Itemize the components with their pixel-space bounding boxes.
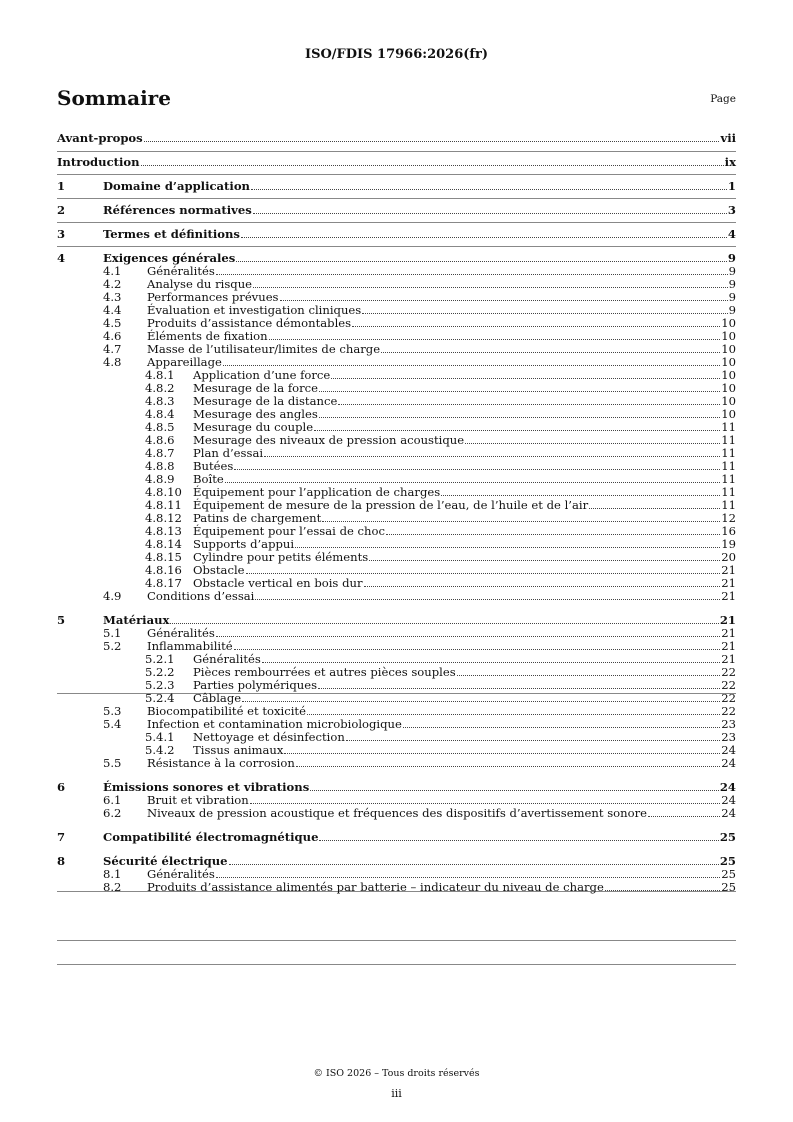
dot-leader [296, 766, 720, 767]
toc-entry-page: 21 [721, 576, 736, 590]
dot-leader [216, 274, 728, 275]
toc-entry-title: Résistance à la corrosion [147, 756, 295, 770]
toc-entry-title: Application d’une force [193, 368, 331, 382]
dot-leader [589, 508, 720, 509]
toc-entry[interactable] [0, 131, 793, 145]
toc-entry-page: 11 [721, 446, 736, 460]
toc-entry-number: 4.5 [103, 316, 122, 330]
toc-entry[interactable] [0, 511, 793, 525]
toc-entry[interactable] [0, 537, 793, 551]
toc-entry-title: Mesurage de la force [193, 381, 319, 395]
toc-entry-number: 2 [57, 203, 66, 217]
toc-entry-title: Tissus animaux [193, 743, 284, 757]
toc-entry-title: Avant-propos [57, 131, 143, 145]
toc-entry-page: 19 [721, 537, 736, 551]
toc-entry-page: 22 [721, 691, 736, 705]
toc-entry-page: 21 [721, 639, 736, 653]
toc-entry-number: 4.7 [103, 342, 122, 356]
toc-entry-title: Équipement pour l’application de charges [193, 485, 441, 499]
dot-leader [216, 877, 720, 878]
dot-leader [318, 688, 720, 689]
toc-entry-title: Produits d’assistance alimentés par batterie – indicateur du niveau de charge [147, 880, 604, 894]
toc-entry[interactable] [0, 459, 793, 473]
toc-entry-title: Inflammabilité [147, 639, 233, 653]
toc-entry[interactable] [0, 743, 793, 757]
toc-entry[interactable] [0, 563, 793, 577]
toc-entry[interactable] [0, 830, 793, 844]
toc-entry-page: 9 [728, 277, 736, 291]
toc-entry-page: 21 [721, 626, 736, 640]
toc-entry[interactable] [0, 329, 793, 343]
toc-entry-page: ix [724, 155, 736, 169]
toc-entry-number: 5.2.2 [145, 665, 175, 679]
toc-entry-title: Émissions sonores et vibrations [103, 780, 310, 794]
toc-entry-title: Équipement de mesure de la pression de l’eau, de l’huile et de l’air [193, 498, 589, 512]
dot-leader [605, 890, 720, 891]
toc-entry-page: 20 [721, 550, 736, 564]
toc-entry-number: 4.8 [103, 355, 122, 369]
toc-entry-title: Produits d’assistance démontables [147, 316, 352, 330]
toc-entry[interactable] [0, 730, 793, 744]
toc-entry[interactable] [0, 498, 793, 512]
toc-entry-page: 12 [721, 511, 736, 525]
toc-entry-title: Masse de l’utilisateur/limites de charge [147, 342, 381, 356]
toc-entry-number: 7 [57, 830, 66, 844]
toc-entry-number: 8 [57, 854, 66, 868]
dot-leader [262, 662, 720, 663]
toc-entry[interactable] [0, 179, 793, 193]
toc-entry-number: 4.8.8 [145, 459, 175, 473]
toc-entry-page: 10 [721, 329, 736, 343]
toc-entry-title: Biocompatibilité et toxicité [147, 704, 306, 718]
toc-entry-number: 4.8.9 [145, 472, 175, 486]
toc-entry[interactable] [0, 867, 793, 881]
toc-entry-number: 1 [57, 179, 66, 193]
toc-entry-number: 5.2.4 [145, 691, 175, 705]
dot-leader [242, 701, 720, 702]
dot-leader [234, 649, 721, 650]
toc-entry-number: 5.3 [103, 704, 122, 718]
toc-entry-title: Boîte [193, 472, 224, 486]
dot-leader [216, 636, 720, 637]
toc-entry-number: 4.4 [103, 303, 122, 317]
toc-entry-number: 4.8.11 [145, 498, 182, 512]
toc-entry-page: 11 [721, 433, 736, 447]
toc-entry-title: Analyse du risque [147, 277, 253, 291]
toc-entry-page: 11 [721, 420, 736, 434]
toc-entry-title: Mesurage de la distance [193, 394, 338, 408]
section-separator [57, 151, 736, 152]
toc-entry-number: 6.1 [103, 793, 122, 807]
toc-entry[interactable] [0, 155, 793, 169]
toc-entry-page: 24 [721, 756, 736, 770]
toc-entry-page: 10 [721, 355, 736, 369]
dot-leader [386, 534, 720, 535]
toc-entry-number: 4.6 [103, 329, 122, 343]
toc-entry-number: 5.2.1 [145, 652, 175, 666]
toc-entry[interactable] [0, 433, 793, 447]
dot-leader [307, 714, 720, 715]
dot-leader [319, 391, 720, 392]
toc-entry-page: 11 [721, 498, 736, 512]
toc-entry-number: 5.4 [103, 717, 122, 731]
dot-leader [250, 803, 721, 804]
toc-entry-title: Généralités [193, 652, 261, 666]
toc-entry-number: 8.1 [103, 867, 122, 881]
toc-entry-number: 5.2 [103, 639, 122, 653]
dot-leader [229, 864, 719, 865]
toc-entry-page: 25 [721, 867, 736, 881]
dot-leader [319, 417, 720, 418]
dot-leader [264, 456, 720, 457]
toc-entry-number: 4.8.16 [145, 563, 182, 577]
dot-leader [234, 469, 720, 470]
dot-leader [144, 141, 720, 142]
toc-entry-number: 6.2 [103, 806, 122, 820]
toc-entry-title: Mesurage du couple [193, 420, 314, 434]
toc-entry-page: 11 [721, 472, 736, 486]
toc-entry[interactable] [0, 756, 793, 770]
toc-entry-page: 22 [721, 704, 736, 718]
toc-entry-number: 4.8.2 [145, 381, 175, 395]
toc-entry[interactable] [0, 407, 793, 421]
toc-entry[interactable] [0, 678, 793, 692]
toc-entry-page: 16 [721, 524, 736, 538]
toc-entry-title: Parties polymériques [193, 678, 318, 692]
page-column-label: Page [710, 93, 736, 105]
toc-entry-page: 1 [727, 179, 736, 193]
toc-entry[interactable] [0, 691, 793, 705]
dot-leader [441, 495, 720, 496]
dot-leader [381, 352, 720, 353]
toc-entry-page: 9 [728, 264, 736, 278]
section-separator [57, 174, 736, 175]
toc-entry-title: Termes et définitions [103, 227, 240, 241]
dot-leader [225, 482, 721, 483]
toc-entry-number: 4.8.1 [145, 368, 175, 382]
dot-leader [284, 753, 720, 754]
toc-entry-page: 3 [727, 203, 736, 217]
dot-leader [362, 313, 727, 314]
toc-entry-title: Domaine d’application [103, 179, 250, 193]
toc-entry-number: 5.2.3 [145, 678, 175, 692]
toc-entry[interactable] [0, 277, 793, 291]
toc-entry-page: 23 [721, 717, 736, 731]
dot-leader [310, 790, 719, 791]
toc-entry-number: 4.8.5 [145, 420, 175, 434]
dot-leader [236, 261, 727, 262]
dot-leader [648, 816, 720, 817]
toc-entry-number: 8.2 [103, 880, 122, 894]
toc-entry-page: 23 [721, 730, 736, 744]
toc-entry-page: 9 [727, 251, 736, 265]
toc-entry-page: 10 [721, 368, 736, 382]
toc-entry[interactable] [0, 227, 793, 241]
toc-entry-number: 4.9 [103, 589, 122, 603]
toc-entry[interactable] [0, 355, 793, 369]
toc-entry-title: Références normatives [103, 203, 252, 217]
dot-leader [141, 165, 724, 166]
dot-leader [280, 300, 728, 301]
toc-entry-page: 21 [721, 652, 736, 666]
toc-entry-number: 5.4.1 [145, 730, 175, 744]
toc-entry-title: Mesurage des angles [193, 407, 318, 421]
toc-entry[interactable] [0, 589, 793, 603]
toc-entry[interactable] [0, 303, 793, 317]
dot-leader [465, 443, 720, 444]
toc-entry-page: vii [720, 131, 736, 145]
dot-leader [369, 560, 720, 561]
dot-leader [457, 675, 721, 676]
toc-entry-title: Performances prévues [147, 290, 279, 304]
toc-entry[interactable] [0, 264, 793, 278]
toc-entry-title: Appareillage [147, 355, 222, 369]
toc-entry-title: Éléments de fixation [147, 329, 268, 343]
section-separator [57, 940, 736, 941]
toc-entry-page: 4 [727, 227, 736, 241]
toc-entry-title: Cylindre pour petits éléments [193, 550, 369, 564]
toc-entry-number: 4.8.13 [145, 524, 182, 538]
dot-leader [251, 189, 727, 190]
toc-entry-page: 25 [719, 854, 736, 868]
toc-entry[interactable] [0, 446, 793, 460]
dot-leader [241, 237, 727, 238]
toc-entry-number: 4.2 [103, 277, 122, 291]
toc-entry-title: Matériaux [103, 613, 170, 627]
toc-entry[interactable] [0, 704, 793, 718]
toc-entry-page: 10 [721, 394, 736, 408]
toc-entry[interactable] [0, 203, 793, 217]
dot-leader [246, 573, 721, 574]
toc-entry[interactable] [0, 854, 793, 868]
toc-entry[interactable] [0, 394, 793, 408]
toc-entry-number: 6 [57, 780, 66, 794]
toc-entry-page: 10 [721, 316, 736, 330]
toc-entry-page: 11 [721, 459, 736, 473]
toc-entry-number: 4.8.3 [145, 394, 175, 408]
toc-entry[interactable] [0, 806, 793, 820]
toc-entry[interactable] [0, 251, 793, 265]
toc-entry-page: 21 [721, 589, 736, 603]
toc-entry-page: 11 [721, 485, 736, 499]
footer-copyright: © ISO 2026 – Tous droits réservés [313, 1068, 480, 1079]
toc-entry-title: Pièces rembourrées et autres pièces souples [193, 665, 456, 679]
toc-entry[interactable] [0, 316, 793, 330]
toc-entry-title: Sécurité électrique [103, 854, 228, 868]
section-separator [57, 964, 736, 965]
toc-entry-number: 4.8.4 [145, 407, 175, 421]
toc-entry[interactable] [0, 524, 793, 538]
toc-entry-title: Généralités [147, 264, 215, 278]
toc-entry[interactable] [0, 717, 793, 731]
toc-entry-number: 5.1 [103, 626, 122, 640]
toc-entry-number: 4.8.15 [145, 550, 182, 564]
dot-leader [319, 840, 718, 841]
toc-entry[interactable] [0, 626, 793, 640]
toc-entry-page: 25 [721, 880, 736, 894]
dot-leader [352, 326, 720, 327]
toc-entry-number: 4.8.7 [145, 446, 175, 460]
toc-entry-title: Équipement pour l’essai de choc [193, 524, 385, 538]
toc-entry-page: 10 [721, 342, 736, 356]
toc-entry[interactable] [0, 639, 793, 653]
toc-entry-page: 22 [721, 678, 736, 692]
footer-page-number: iii [391, 1087, 402, 1100]
toc-entry[interactable] [0, 550, 793, 564]
toc-entry-title: Conditions d’essai [147, 589, 255, 603]
toc-entry[interactable] [0, 576, 793, 590]
toc-entry-title: Évaluation et investigation cliniques [147, 303, 362, 317]
section-separator [57, 198, 736, 199]
toc-entry-title: Infection et contamination microbiologique [147, 717, 402, 731]
toc-entry-title: Nettoyage et désinfection [193, 730, 345, 744]
toc-entry-page: 24 [721, 793, 736, 807]
dot-leader [253, 287, 728, 288]
toc-entry-title: Généralités [147, 626, 215, 640]
toc-entry-page: 24 [721, 743, 736, 757]
dot-leader [331, 378, 720, 379]
toc-entry[interactable] [0, 665, 793, 679]
toc-entry-title: Plan d’essai [193, 446, 264, 460]
toc-entry-title: Obstacle vertical en bois dur [193, 576, 363, 590]
toc-entry[interactable] [0, 485, 793, 499]
toc-entry-title: Mesurage des niveaux de pression acoustique [193, 433, 465, 447]
toc-entry-page: 10 [721, 407, 736, 421]
document-header: ISO/FDIS 17966:2026(fr) [305, 47, 488, 62]
section-separator [57, 222, 736, 223]
dot-leader [223, 365, 720, 366]
toc-entry[interactable] [0, 290, 793, 304]
toc-entry[interactable] [0, 472, 793, 486]
dot-leader [314, 430, 720, 431]
toc-entry-number: 4.3 [103, 290, 122, 304]
dot-leader [295, 547, 720, 548]
toc-entry-page: 24 [719, 780, 736, 794]
toc-entry-number: 5 [57, 613, 66, 627]
toc-entry-number: 5.5 [103, 756, 122, 770]
dot-leader [338, 404, 720, 405]
toc-entry-number: 4.1 [103, 264, 122, 278]
toc-entry[interactable] [0, 793, 793, 807]
toc-entry-title: Généralités [147, 867, 215, 881]
toc-entry[interactable] [0, 613, 793, 627]
toc-entry[interactable] [0, 880, 793, 894]
toc-entry[interactable] [0, 780, 793, 794]
toc-entry-number: 4 [57, 251, 66, 265]
toc-entry-page: 10 [721, 381, 736, 395]
dot-leader [253, 213, 727, 214]
toc-entry-number: 5.4.2 [145, 743, 175, 757]
dot-leader [346, 740, 720, 741]
toc-entry-number: 4.8.10 [145, 485, 182, 499]
toc-entry-page: 22 [721, 665, 736, 679]
toc-entry-page: 9 [728, 290, 736, 304]
toc-entry-number: 4.8.17 [145, 576, 182, 590]
toc-entry-title: Obstacle [193, 563, 245, 577]
dot-leader [403, 727, 720, 728]
toc-entry-page: 9 [728, 303, 736, 317]
section-separator [57, 246, 736, 247]
dot-leader [364, 586, 721, 587]
toc-entry-page: 21 [719, 613, 736, 627]
toc-entry[interactable] [0, 342, 793, 356]
toc-entry[interactable] [0, 381, 793, 395]
toc-entry-title: Bruit et vibration [147, 793, 249, 807]
toc-entry-title: Exigences générales [103, 251, 236, 265]
toc-entry-title: Introduction [57, 155, 140, 169]
toc-entry-title: Supports d’appui [193, 537, 295, 551]
toc-entry[interactable] [0, 652, 793, 666]
toc-entry-title: Câblage [193, 691, 242, 705]
dot-leader [269, 339, 721, 340]
toc-entry-title: Patins de chargement [193, 511, 322, 525]
toc-entry-page: 25 [719, 830, 736, 844]
toc-entry-title: Compatibilité électromagnétique [103, 830, 319, 844]
toc-entry[interactable] [0, 420, 793, 434]
dot-leader [322, 521, 720, 522]
toc-entry-title: Butées [193, 459, 234, 473]
toc-entry-title: Niveaux de pression acoustique et fréquences des dispositifs d’avertissement sonore [147, 806, 648, 820]
toc-entry-number: 4.8.12 [145, 511, 182, 525]
toc-entry-page: 24 [721, 806, 736, 820]
page-title: Sommaire [57, 86, 171, 110]
toc-entry[interactable] [0, 368, 793, 382]
toc-entry-number: 3 [57, 227, 66, 241]
toc-entry-number: 4.8.14 [145, 537, 182, 551]
toc-entry-page: 21 [721, 563, 736, 577]
dot-leader [170, 623, 718, 624]
dot-leader [255, 599, 720, 600]
toc-entry-number: 4.8.6 [145, 433, 175, 447]
